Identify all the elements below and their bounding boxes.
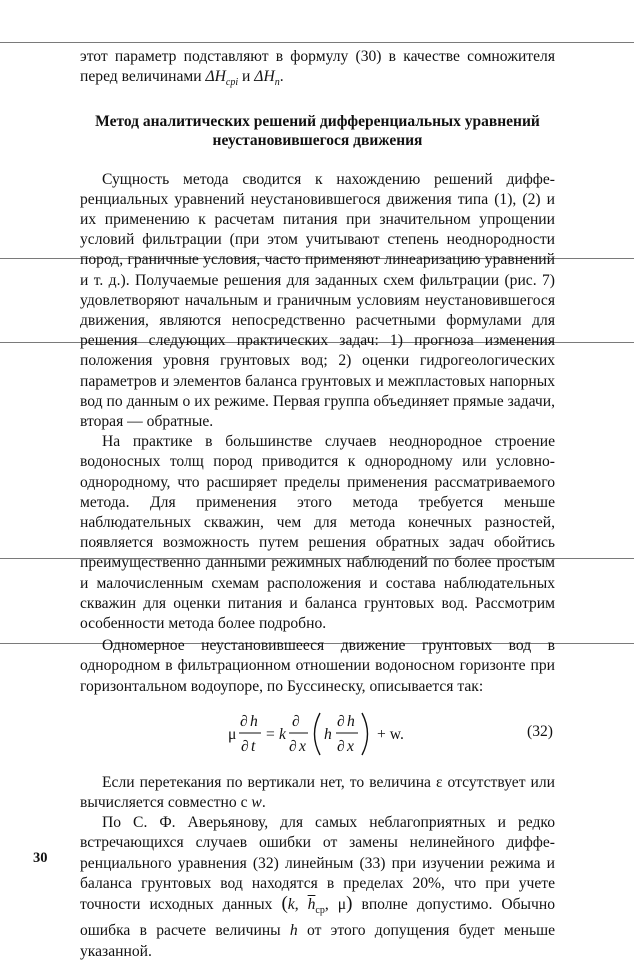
- params-group: (k, $\overline{h}_{cp}$, μ): [281, 893, 353, 917]
- paragraph-method-essence: Сущность метода сводится к нахождению решений дифференциальных уравнений неустановившегося движения типа (1), (2) и их применению к расчетам питания при значительном упрощении условий фильтрации (при этом учитывают степень неоднородности пород, граничные условия, часто применяют линеаризацию уравнений и т. д.). Получаемые решения для заданных схем фильтрации (рис. 7) удовлетворяют начальным и граничным условиям неустановившегося движения, являются непосредственно расчетными формулами для решения следующих практических задач: 1) прогноза изменения положения уровня грунтовых вод; 2) оценки гидрогеологических параметров и элементов баланса грунтовых и межпластовых напорных вод по данным о их режиме. Первая группа объединяет прямые задачи, вторая — обратные.: [80, 170, 555, 430]
- equation-32: [80, 703, 555, 765]
- eq-den-x2: x: [347, 737, 354, 755]
- eq-h: h: [324, 725, 332, 743]
- delta-h-cp: $\Delta H_{cpi}$: [205, 68, 239, 89]
- eq-paren-right: [362, 713, 368, 755]
- equation-graphic: [80, 703, 555, 765]
- eq-den-d1: ∂: [241, 737, 249, 755]
- paragraph-practice: На практике в большинстве случаев неоднородное строение водоносных толщ пород приводится к однородному или условно-однородному, что расширяет пределы применения рассматриваемого метода. Для применения этого метода требуется меньше наблюдательных скважин, чем для метода конечных разностей, появляется возможность путем решения обратных задач обойтись преимущественно данными режимных наблюдений по более простым и малочисленным схемам расположения и состава наблюдательных скважин для оценки питания и баланса грунтовых вод. Рассмотрим особенности метода более подробно.: [80, 433, 555, 632]
- eq-den-t: t: [251, 737, 256, 755]
- heading-line-2: неустановившегося движения: [212, 131, 423, 149]
- continued-paragraph: этот параметр подставляют в формулу (30) в качестве сомножителя перед величинами $\Delta H_{cpi}$ и $\Delta H_n$.: [80, 48, 555, 89]
- page-number: 30: [33, 850, 48, 866]
- equation-number: (32): [527, 722, 553, 740]
- eq-num-d2: ∂: [292, 712, 300, 730]
- paragraph-averyanov: По С. Ф. Аверьянову, для самых неблагоприятных и редко встречающихся случаев ошибки от замены нелинейного дифференциального уравнения (32) линейным (33) при изучении режима и баланса грунтовых вод находятся в пределах 20%, что при учете точности исходных данных (k, $\overline{h}_{cp}$, μ) вполне допустимо. Обычно ошибка в расчете величины h от этого допущения будет меньше указанной.: [80, 814, 556, 960]
- paragraph-boussinesq: Одномерное неустановившееся движение грунтовых вод в однородном в фильтрационном отношении водоносном горизонте при горизонтальном водоупоре, по Буссинеску, описывается так:: [80, 637, 555, 695]
- eq-equals: =: [266, 725, 275, 743]
- paragraph-leakage: Если перетекания по вертикали нет, то величина ε отсутствует или вычисляется совместно с w.: [80, 773, 555, 811]
- eq-num-d1: ∂: [240, 712, 248, 730]
- section-heading: [80, 112, 555, 150]
- eq-num-h3: h: [347, 712, 355, 730]
- eq-k: k: [279, 725, 286, 743]
- continued-text: этот параметр подставляют в формулу (30) в качестве сомножителя перед величинами: [80, 48, 555, 86]
- eq-den-x1: x: [299, 737, 306, 755]
- delta-h-n: $\Delta H_n$: [254, 68, 280, 89]
- symbol-w: w: [251, 794, 262, 811]
- symbol-h: h: [289, 922, 298, 940]
- eq-num-h1: h: [250, 712, 258, 730]
- eq-plus-w: + w.: [377, 725, 404, 743]
- scan-rule-top: [0, 42, 634, 43]
- eq-den-d2: ∂: [289, 737, 297, 755]
- page-body: [80, 47, 555, 962]
- eq-num-d3: ∂: [337, 712, 345, 730]
- heading-line-1: Метод аналитических решений дифференциальных уравнений: [95, 112, 540, 130]
- eq-paren-left: [315, 713, 321, 755]
- eq-den-d3: ∂: [337, 737, 345, 755]
- eq-mu: μ: [228, 725, 237, 743]
